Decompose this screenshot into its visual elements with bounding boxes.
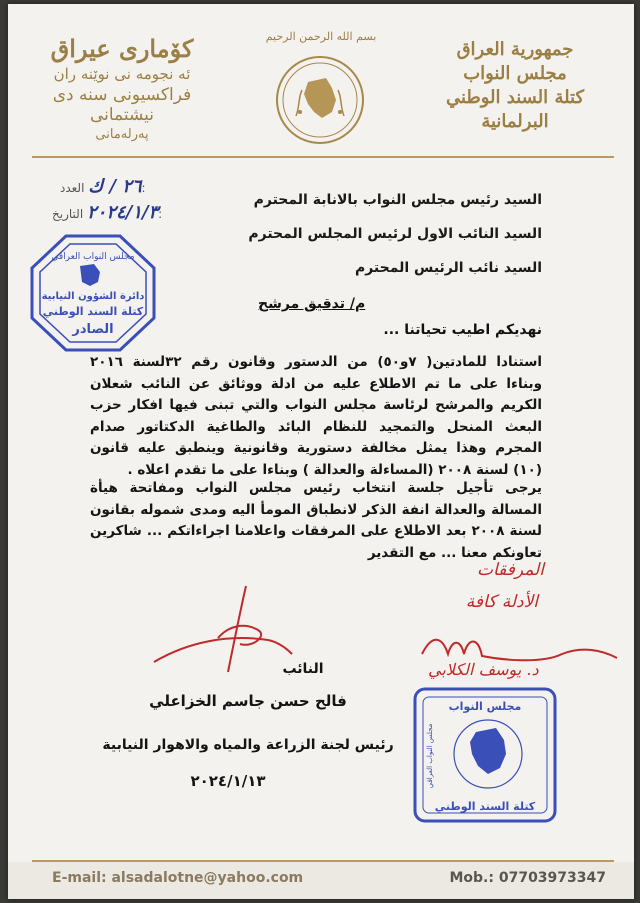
greeting: نهديكم اطيب تحياتنا ... (383, 322, 542, 338)
bloc-stamp-bottom: كتلة السند الوطني (434, 800, 536, 813)
addressee-2: السيد النائب الاول لرئيس المجلس المحترم (248, 226, 542, 242)
signatory-date: ٢٠٢٤/١/١٣ (190, 772, 266, 790)
letter-page (8, 4, 634, 899)
stamp-line-3: الصادر (72, 322, 114, 337)
subject-line: م/ تدقيق مرشح (258, 296, 366, 312)
letterhead-kurdish-line: پەرلەمانی (95, 127, 149, 142)
letterhead-arabic (410, 38, 620, 134)
body-paragraph-1: استنادا للمادتين( ٧و٥٠) من الدستور وقانون رقم ٣٢لسنة ٢٠١٦ وبناءا على ما تم الاطلاع عليه من ادلة ووثائق عن النائب شعلان الكريم والمرشح لرئاسة مجلس النواب والتي تبنى فيها افكار حزب البعث المنحل والتمجيد للنظام البائد والطاغية الدكتاتور صدام المجرم وهذا يمثل مخالفة دستورية وقانونية وينطبق عليه قانون (١٠) لسنة ٢٠٠٨ (المساءلة والعدالة ) وبناءا على ما تقدم اعلاه . (90, 354, 542, 478)
handwritten-attachments-note: الأدلة كافة (465, 592, 538, 612)
reference-number-label: العدد: (60, 181, 146, 195)
footer-email: E-mail: alsadalotne@yahoo.com (52, 870, 304, 886)
outgoing-stamp (28, 232, 158, 354)
letterhead-kurdish-line: ئه نجومه نی نوێنه ران (53, 65, 191, 83)
reference-number (38, 176, 146, 197)
body-paragraph-2: يرجى تأجيل جلسة انتخاب رئيس مجلس النواب ومفاتحة هيأة المسالة والعدالة انفة الذكر لانطباق المومأ اليه ومدى شموله بقانون لسنة ٢٠٠٨ بعد الاطلاع على المرفقات واعلامنا اجراءاتكم ... شاكرين تعاونكم معنا ... مع التقدير (90, 480, 542, 561)
letterhead-arabic-line: مجلس النواب (463, 63, 567, 84)
letterhead-arabic-line: جمهورية العراق (456, 39, 574, 60)
stamp-ring-text: مجلس النواب العراقي (51, 252, 135, 262)
addressee-1: السيد رئيس مجلس النواب بالانابة المحترم (253, 192, 542, 208)
letterhead-arabic-line: كتلة السند الوطني (445, 87, 585, 108)
letterhead-kurdish-line: فراکسیونی سنه دی نیشتمانی (52, 85, 192, 125)
stamp-line-2: كتلة السند الوطني (42, 305, 144, 318)
iraq-map-icon (470, 728, 506, 774)
parliament-emblem-icon (274, 54, 366, 146)
signatory-position: رئيس لجنة الزراعة والمياه والاهوار النيابية (102, 737, 394, 753)
bloc-stamp-side: مجلس النواب العراقي (426, 723, 434, 789)
reference-date (38, 202, 162, 223)
bloc-stamp-top: مجلس النواب (448, 700, 522, 713)
reference-date-value: ٢٠٢٤/١/٣ (86, 202, 159, 223)
iraq-map-icon (80, 264, 100, 286)
reference-date-label: التاريخ: (52, 207, 163, 221)
signatory-name: فالح حسن جاسم الخزاعلي (149, 692, 347, 710)
letterhead-kurdish-line: کۆماری عیراق (50, 34, 194, 63)
header-divider (32, 156, 614, 158)
footer (8, 862, 634, 899)
letterhead-kurdish (22, 34, 222, 142)
footer-mobile: Mob.: 07703973347 (449, 870, 606, 886)
bloc-stamp (412, 686, 558, 824)
stamp-line-1: دائرة الشؤون النيابية (41, 291, 145, 302)
right-signature-name: د. يوسف الكلابي (428, 660, 539, 679)
handwritten-attachments-label: المرفقات (476, 560, 544, 580)
signatory-title: النائب (282, 661, 324, 677)
basmala: بسم الله الرحمن الرحيم (265, 30, 377, 43)
letterhead-arabic-line: البرلمانية (481, 111, 549, 132)
reference-number-value: ٢٦ / ك (88, 176, 142, 197)
addressee-3: السيد نائب الرئيس المحترم (354, 260, 542, 276)
